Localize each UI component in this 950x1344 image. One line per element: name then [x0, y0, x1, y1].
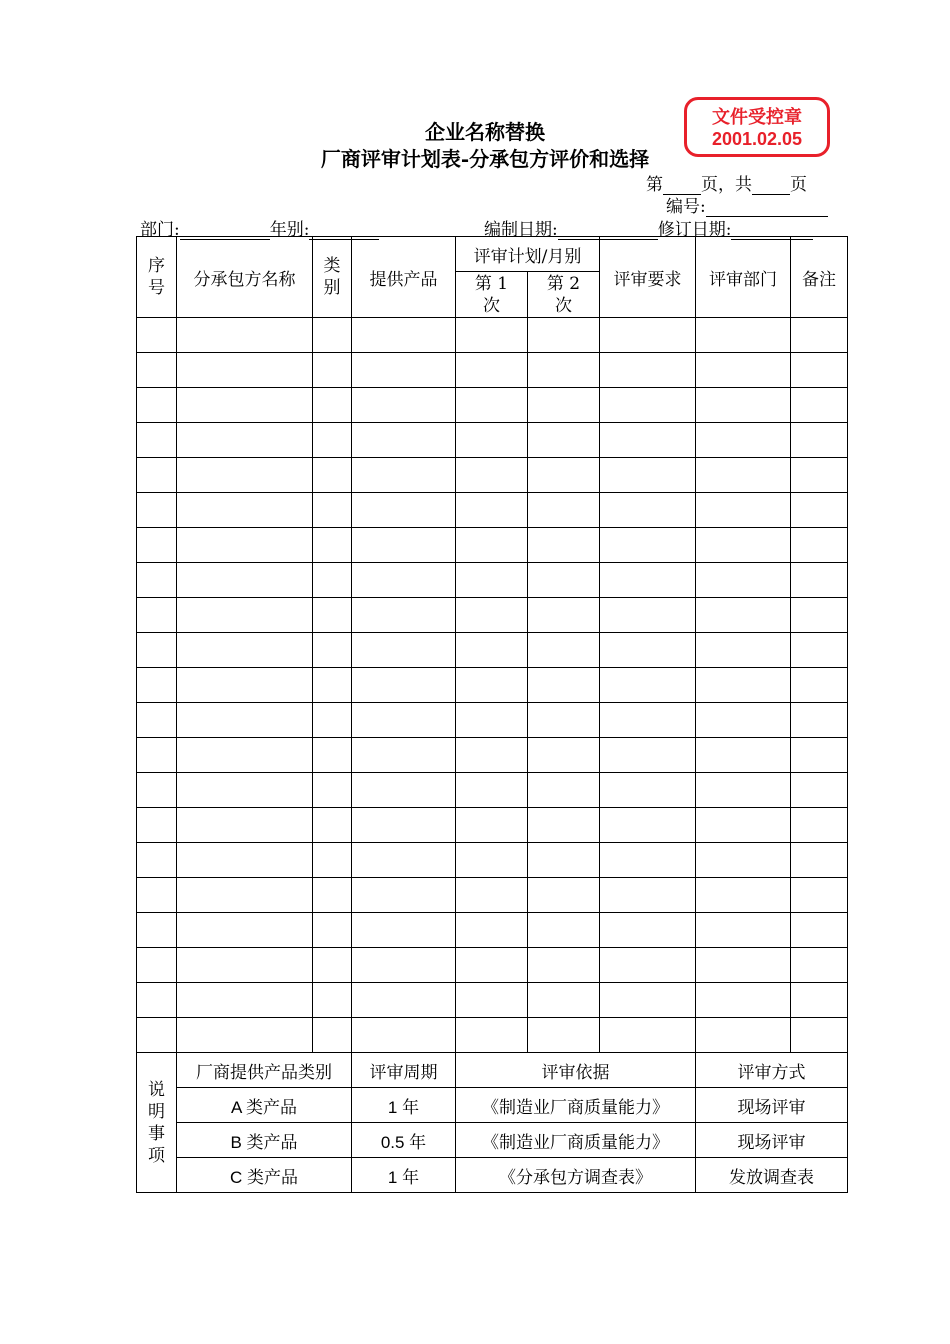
- table-cell[interactable]: [137, 633, 177, 668]
- table-row: [137, 808, 848, 843]
- table-cell[interactable]: [177, 388, 313, 423]
- table-cell[interactable]: [313, 423, 352, 458]
- header-plan: 评审计划/月别: [456, 237, 600, 272]
- table-cell[interactable]: [696, 1018, 791, 1053]
- table-cell[interactable]: [313, 983, 352, 1018]
- table-row: [137, 703, 848, 738]
- table-cell[interactable]: [600, 458, 696, 493]
- table-cell[interactable]: [456, 703, 528, 738]
- header-first-review: 第 1 次: [456, 272, 528, 318]
- table-cell[interactable]: [137, 738, 177, 773]
- table-cell[interactable]: [137, 773, 177, 808]
- table-cell[interactable]: [528, 878, 600, 913]
- table-cell[interactable]: [352, 353, 456, 388]
- table-cell[interactable]: [528, 738, 600, 773]
- table-cell[interactable]: [313, 563, 352, 598]
- table-cell[interactable]: [177, 318, 313, 353]
- table-row: [137, 843, 848, 878]
- table-cell[interactable]: [600, 353, 696, 388]
- table-cell[interactable]: [600, 668, 696, 703]
- table-cell[interactable]: [313, 458, 352, 493]
- table-cell[interactable]: [352, 808, 456, 843]
- table-cell[interactable]: [313, 808, 352, 843]
- table-cell[interactable]: [791, 598, 848, 633]
- table-cell[interactable]: [456, 493, 528, 528]
- table-cell[interactable]: [177, 808, 313, 843]
- table-cell[interactable]: [352, 843, 456, 878]
- table-cell[interactable]: [352, 423, 456, 458]
- table-cell[interactable]: [696, 633, 791, 668]
- table-cell[interactable]: [137, 353, 177, 388]
- control-stamp: [684, 97, 830, 157]
- table-cell[interactable]: [791, 353, 848, 388]
- table-cell[interactable]: [352, 633, 456, 668]
- notes-header-basis: 评审依据: [456, 1053, 696, 1088]
- table-cell[interactable]: [600, 388, 696, 423]
- table-cell[interactable]: [791, 983, 848, 1018]
- header-row-1: [137, 237, 848, 272]
- year-label: 年别:: [269, 220, 310, 240]
- table-cell[interactable]: [456, 878, 528, 913]
- table-row: [137, 388, 848, 423]
- table-cell[interactable]: [791, 703, 848, 738]
- table-cell[interactable]: [528, 1018, 600, 1053]
- table-cell[interactable]: [352, 528, 456, 563]
- table-row: [137, 913, 848, 948]
- table-cell[interactable]: [177, 773, 313, 808]
- table-cell[interactable]: [528, 948, 600, 983]
- stamp-date: 2001.02.05: [711, 129, 803, 149]
- table-cell[interactable]: [600, 493, 696, 528]
- table-cell[interactable]: [791, 528, 848, 563]
- notes-method: 现场评审: [696, 1088, 848, 1123]
- table-cell[interactable]: [137, 1018, 177, 1053]
- table-cell[interactable]: [137, 458, 177, 493]
- table-cell[interactable]: [177, 878, 313, 913]
- table-cell[interactable]: [696, 458, 791, 493]
- review-plan-table: [136, 236, 848, 1193]
- table-cell[interactable]: [696, 808, 791, 843]
- table-cell[interactable]: [177, 633, 313, 668]
- table-cell[interactable]: [352, 563, 456, 598]
- table-cell[interactable]: [177, 1018, 313, 1053]
- table-cell[interactable]: [696, 493, 791, 528]
- table-cell[interactable]: [696, 913, 791, 948]
- document-title: 厂商评审计划表-分承包方评价和选择: [320, 147, 650, 171]
- table-cell[interactable]: [456, 388, 528, 423]
- table-cell[interactable]: [177, 598, 313, 633]
- stamp-text: 文件受控章: [712, 107, 802, 127]
- table-cell[interactable]: [137, 318, 177, 353]
- table-row: [137, 1018, 848, 1053]
- notes-category: C 类产品: [177, 1158, 352, 1193]
- table-cell[interactable]: [696, 878, 791, 913]
- table-cell[interactable]: [600, 703, 696, 738]
- table-cell[interactable]: [177, 843, 313, 878]
- table-row: [137, 563, 848, 598]
- table-cell[interactable]: [528, 668, 600, 703]
- table-cell[interactable]: [696, 388, 791, 423]
- table-cell[interactable]: [456, 668, 528, 703]
- table-cell[interactable]: [528, 563, 600, 598]
- table-cell[interactable]: [177, 703, 313, 738]
- date-label: 编制日期:: [484, 220, 558, 240]
- table-cell[interactable]: [137, 808, 177, 843]
- table-cell[interactable]: [528, 703, 600, 738]
- header-remark: 备注: [791, 237, 848, 318]
- table-row: [137, 528, 848, 563]
- table-cell[interactable]: [137, 563, 177, 598]
- table-cell[interactable]: [528, 458, 600, 493]
- table-cell[interactable]: [137, 948, 177, 983]
- table-cell[interactable]: [352, 773, 456, 808]
- table-cell[interactable]: [177, 493, 313, 528]
- table-cell[interactable]: [313, 353, 352, 388]
- header-second-review: 第 2 次: [528, 272, 600, 318]
- table-row: [137, 423, 848, 458]
- table-cell[interactable]: [528, 633, 600, 668]
- table-cell[interactable]: [528, 388, 600, 423]
- notes-cycle: 1 年: [352, 1158, 456, 1193]
- notes-row: [137, 1088, 848, 1123]
- table-cell[interactable]: [313, 633, 352, 668]
- table-cell[interactable]: [352, 388, 456, 423]
- table-cell[interactable]: [456, 948, 528, 983]
- table-cell[interactable]: [696, 668, 791, 703]
- table-cell[interactable]: [313, 493, 352, 528]
- table-cell[interactable]: [456, 1018, 528, 1053]
- table-cell[interactable]: [600, 563, 696, 598]
- table-cell[interactable]: [313, 318, 352, 353]
- table-cell[interactable]: [456, 423, 528, 458]
- table-cell[interactable]: [177, 423, 313, 458]
- table-cell[interactable]: [528, 493, 600, 528]
- table-cell[interactable]: [352, 493, 456, 528]
- header-supplier-name: 分承包方名称: [177, 237, 313, 318]
- table-cell[interactable]: [791, 423, 848, 458]
- notes-header-method: 评审方式: [696, 1053, 848, 1088]
- table-cell[interactable]: [137, 388, 177, 423]
- table-cell[interactable]: [177, 563, 313, 598]
- table-cell[interactable]: [696, 703, 791, 738]
- table-cell[interactable]: [791, 843, 848, 878]
- table-cell[interactable]: [696, 983, 791, 1018]
- table-cell[interactable]: [352, 948, 456, 983]
- table-cell[interactable]: [313, 598, 352, 633]
- table-cell[interactable]: [137, 983, 177, 1018]
- table-row: [137, 668, 848, 703]
- table-cell[interactable]: [696, 423, 791, 458]
- notes-basis: 《制造业厂商质量能力》: [456, 1123, 696, 1158]
- notes-method: 现场评审: [696, 1123, 848, 1158]
- table-cell[interactable]: [137, 843, 177, 878]
- table-cell[interactable]: [791, 563, 848, 598]
- table-cell[interactable]: [696, 353, 791, 388]
- table-cell[interactable]: [600, 843, 696, 878]
- notes-basis: 《制造业厂商质量能力》: [456, 1088, 696, 1123]
- table-cell[interactable]: [696, 563, 791, 598]
- table-row: [137, 983, 848, 1018]
- table-row: [137, 493, 848, 528]
- table-row: [137, 773, 848, 808]
- table-cell[interactable]: [600, 598, 696, 633]
- table-cell[interactable]: [600, 948, 696, 983]
- table-cell[interactable]: [696, 843, 791, 878]
- table-cell[interactable]: [791, 773, 848, 808]
- table-cell[interactable]: [600, 318, 696, 353]
- table-cell[interactable]: [456, 913, 528, 948]
- table-cell[interactable]: [352, 913, 456, 948]
- table-cell[interactable]: [137, 493, 177, 528]
- table-cell[interactable]: [137, 913, 177, 948]
- table-cell[interactable]: [177, 353, 313, 388]
- notes-cycle: 1 年: [352, 1088, 456, 1123]
- table-cell[interactable]: [352, 458, 456, 493]
- table-cell[interactable]: [137, 423, 177, 458]
- header-review-dept: 评审部门: [696, 237, 791, 318]
- table-cell[interactable]: [528, 773, 600, 808]
- table-cell[interactable]: [313, 528, 352, 563]
- table-cell[interactable]: [352, 1018, 456, 1053]
- notes-category: B 类产品: [177, 1123, 352, 1158]
- table-cell[interactable]: [456, 983, 528, 1018]
- header-requirement: 评审要求: [600, 237, 696, 318]
- table-cell[interactable]: [456, 738, 528, 773]
- table-cell[interactable]: [313, 738, 352, 773]
- table-cell[interactable]: [352, 703, 456, 738]
- notes-header-cycle: 评审周期: [352, 1053, 456, 1088]
- table-cell[interactable]: [528, 598, 600, 633]
- table-cell[interactable]: [528, 843, 600, 878]
- table-cell[interactable]: [456, 598, 528, 633]
- table-cell[interactable]: [528, 913, 600, 948]
- dept-label: 部门:: [140, 220, 180, 240]
- code-line: [666, 192, 828, 217]
- table-cell[interactable]: [528, 528, 600, 563]
- table-cell[interactable]: [177, 528, 313, 563]
- table-cell[interactable]: [791, 913, 848, 948]
- table-cell[interactable]: [456, 843, 528, 878]
- table-cell[interactable]: [456, 458, 528, 493]
- notes-cycle: 0.5 年: [352, 1123, 456, 1158]
- table-cell[interactable]: [600, 1018, 696, 1053]
- table-row: [137, 738, 848, 773]
- table-cell[interactable]: [791, 388, 848, 423]
- table-cell[interactable]: [528, 353, 600, 388]
- table-cell[interactable]: [791, 948, 848, 983]
- table-cell[interactable]: [791, 668, 848, 703]
- table-cell[interactable]: [696, 738, 791, 773]
- table-cell[interactable]: [600, 878, 696, 913]
- table-row: [137, 598, 848, 633]
- notes-header-row: [137, 1053, 848, 1088]
- header-product: 提供产品: [352, 237, 456, 318]
- table-cell[interactable]: [313, 703, 352, 738]
- table-cell[interactable]: [313, 878, 352, 913]
- page-prefix: 第: [646, 175, 663, 195]
- table-cell[interactable]: [137, 703, 177, 738]
- table-cell[interactable]: [791, 318, 848, 353]
- table-cell[interactable]: [600, 528, 696, 563]
- table-cell[interactable]: [528, 808, 600, 843]
- table-cell[interactable]: [137, 528, 177, 563]
- table-cell[interactable]: [313, 843, 352, 878]
- table-cell[interactable]: [600, 773, 696, 808]
- notes-row: [137, 1158, 848, 1193]
- table-cell[interactable]: [313, 1018, 352, 1053]
- table-row: [137, 318, 848, 353]
- table-cell[interactable]: [177, 913, 313, 948]
- table-cell[interactable]: [791, 808, 848, 843]
- table-cell[interactable]: [600, 423, 696, 458]
- table-cell[interactable]: [528, 983, 600, 1018]
- revise-label: 修订日期:: [657, 220, 732, 240]
- table-cell[interactable]: [352, 668, 456, 703]
- header-category: 类 别: [313, 237, 352, 318]
- notes-method: 发放调查表: [696, 1158, 848, 1193]
- page-suffix: 页: [790, 175, 807, 195]
- table-cell[interactable]: [456, 353, 528, 388]
- table-cell[interactable]: [352, 983, 456, 1018]
- notes-basis: 《分承包方调查表》: [456, 1158, 696, 1193]
- table-cell[interactable]: [352, 738, 456, 773]
- table-cell[interactable]: [696, 528, 791, 563]
- table-cell[interactable]: [313, 913, 352, 948]
- table-cell[interactable]: [177, 668, 313, 703]
- table-cell[interactable]: [177, 983, 313, 1018]
- table-cell[interactable]: [456, 808, 528, 843]
- notes-header-category: 厂商提供产品类别: [177, 1053, 352, 1088]
- notes-category: A 类产品: [177, 1088, 352, 1123]
- table-cell[interactable]: [313, 948, 352, 983]
- table-cell[interactable]: [456, 773, 528, 808]
- table-cell[interactable]: [696, 598, 791, 633]
- table-cell[interactable]: [528, 318, 600, 353]
- table-cell[interactable]: [137, 878, 177, 913]
- table-cell[interactable]: [177, 738, 313, 773]
- table-cell[interactable]: [456, 633, 528, 668]
- table-row: [137, 633, 848, 668]
- table-cell[interactable]: [352, 598, 456, 633]
- table-cell[interactable]: [791, 458, 848, 493]
- table-cell[interactable]: [600, 983, 696, 1018]
- table-cell[interactable]: [352, 878, 456, 913]
- table-row: [137, 878, 848, 913]
- table-cell[interactable]: [456, 528, 528, 563]
- table-cell[interactable]: [600, 633, 696, 668]
- header-seq: 序 号: [137, 237, 177, 318]
- table-cell[interactable]: [791, 493, 848, 528]
- table-cell[interactable]: [600, 808, 696, 843]
- table-cell[interactable]: [177, 458, 313, 493]
- table-row: [137, 353, 848, 388]
- table-cell[interactable]: [791, 1018, 848, 1053]
- table-cell[interactable]: [352, 318, 456, 353]
- notes-label: 说 明 事 项: [137, 1053, 177, 1193]
- table-cell[interactable]: [600, 913, 696, 948]
- table-cell[interactable]: [696, 773, 791, 808]
- table-cell[interactable]: [791, 878, 848, 913]
- table-row: [137, 458, 848, 493]
- table-cell[interactable]: [177, 948, 313, 983]
- table-cell[interactable]: [791, 633, 848, 668]
- table-cell[interactable]: [600, 738, 696, 773]
- table-cell[interactable]: [313, 773, 352, 808]
- table-row: [137, 948, 848, 983]
- table-cell[interactable]: [313, 668, 352, 703]
- table-cell[interactable]: [528, 423, 600, 458]
- notes-row: [137, 1123, 848, 1158]
- company-name: 企业名称替换: [425, 120, 545, 144]
- table-cell[interactable]: [137, 668, 177, 703]
- page-mid: 页，共: [701, 175, 752, 195]
- table-cell[interactable]: [696, 318, 791, 353]
- table-cell[interactable]: [696, 948, 791, 983]
- table-cell[interactable]: [313, 388, 352, 423]
- table-cell[interactable]: [791, 738, 848, 773]
- code-label: 编号:: [666, 197, 706, 217]
- table-cell[interactable]: [456, 318, 528, 353]
- table-cell[interactable]: [456, 563, 528, 598]
- table-cell[interactable]: [137, 598, 177, 633]
